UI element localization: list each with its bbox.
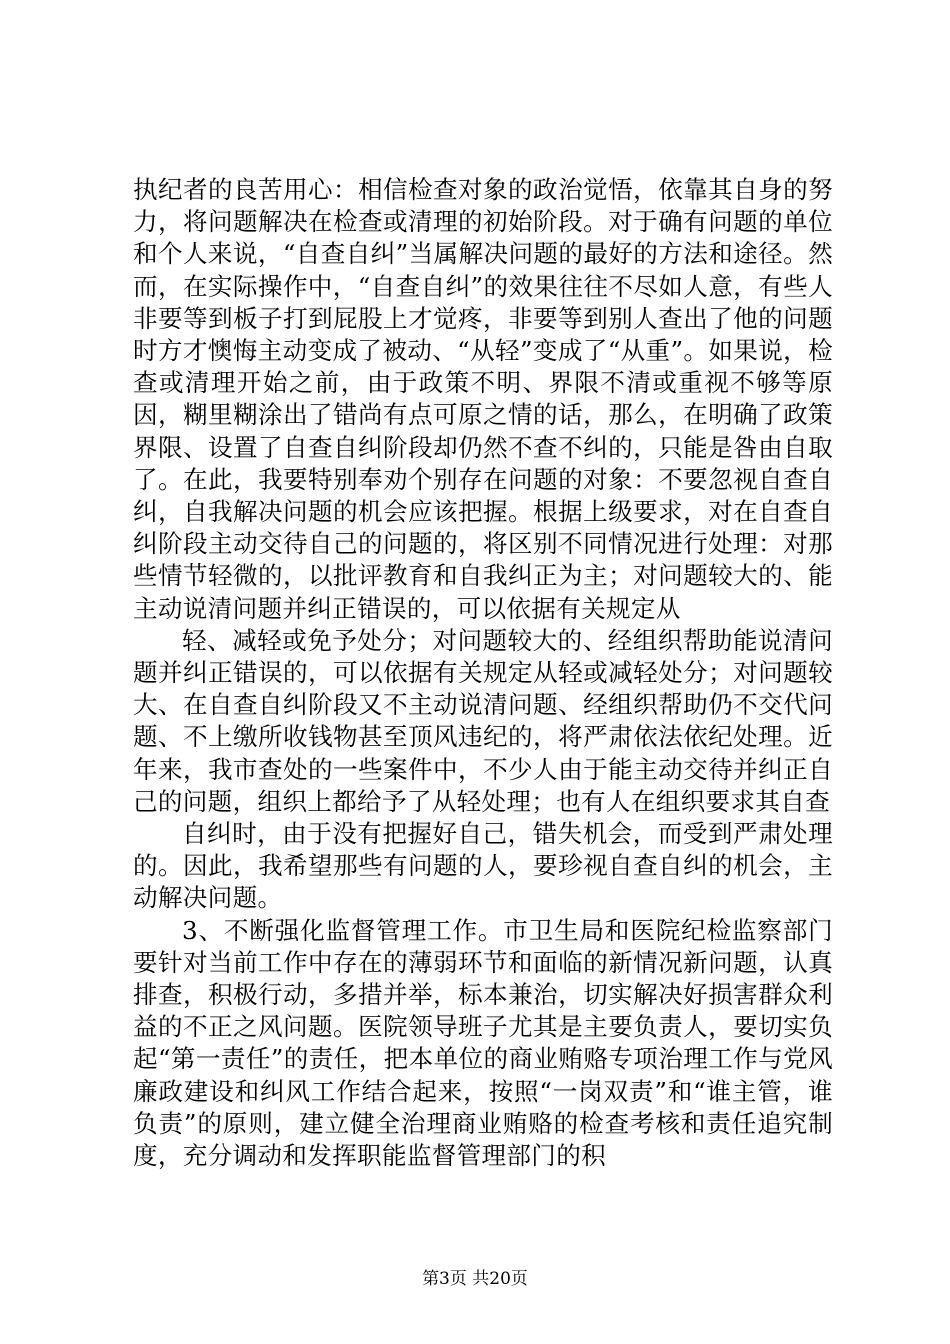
document-body bbox=[133, 174, 833, 1172]
paragraph-2: 轻、减轻或免予处分；对问题较大的、经组织帮助能说清问题并纠正错误的，可以依据有关规定从轻或减轻处分；对问题较大、在自查自纠阶段又不主动说清问题、经组织帮助仍不交代问题、不上缴所收钱物甚至顶风违纪的，将严肃依法依纪处理。近年来，我市查处的一些案件中，不少人由于能主动交待并纠正自己的问题，组织上都给予了从轻处理；也有人在组织要求其自查 bbox=[133, 625, 833, 816]
paragraph-1: 执纪者的良苦用心：相信检查对象的政治觉悟，依靠其自身的努力，将问题解决在检查或清理的初始阶段。对于确有问题的单位和个人来说，“自查自纠”当属解决问题的最好的方法和途径。然而，在实际操作中，“自查自纠”的效果往往不尽如人意，有些人非要等到板子打到屁股上才觉疼，非要等到别人查出了他的问题时方才懊悔主动变成了被动、“从轻”变成了“从重”。如果说，检查或清理开始之前，由于政策不明、界限不清或重视不够等原因，糊里糊涂出了错尚有点可原之情的话，那么，在明确了政策界限、设置了自查自纠阶段却仍然不查不纠的，只能是咎由自取了。在此，我要特别奉劝个别存在问题的对象：不要忽视自查自纠，自我解决问题的机会应该把握。根据上级要求，对在自查自纠阶段主动交待自己的问题的，将区别不同情况进行处理：对那些情节轻微的，以批评教育和自我纠正为主；对问题较大的、能主动说清问题并纠正错误的，可以依据有关规定从 bbox=[133, 175, 833, 623]
paragraph-4: 3、不断强化监督管理工作。市卫生局和医院纪检监察部门要针对当前工作中存在的薄弱环节和面临的新情况新问题，认真排查，积极行动，多措并举，标本兼治，切实解决好损害群众利益的不正之风问题。医院领导班子尤其是主要负责人，要切实负起“第一责任”的责任，把本单位的商业贿赂专项治理工作与党风廉政建设和纠风工作结合起来，按照“一岗双责”和“谁主管，谁负责”的原则，建立健全治理商业贿赂的检查考核和责任追究制度，充分调动和发挥职能监督管理部门的积 bbox=[133, 915, 833, 1171]
page-footer: 第3页 共20页 bbox=[422, 1269, 528, 1289]
paragraph-3: 自纠时，由于没有把握好自己，错失机会，而受到严肃处理的。因此，我希望那些有问题的人，要珍视自查自纠的机会，主动解决问题。 bbox=[133, 819, 833, 913]
